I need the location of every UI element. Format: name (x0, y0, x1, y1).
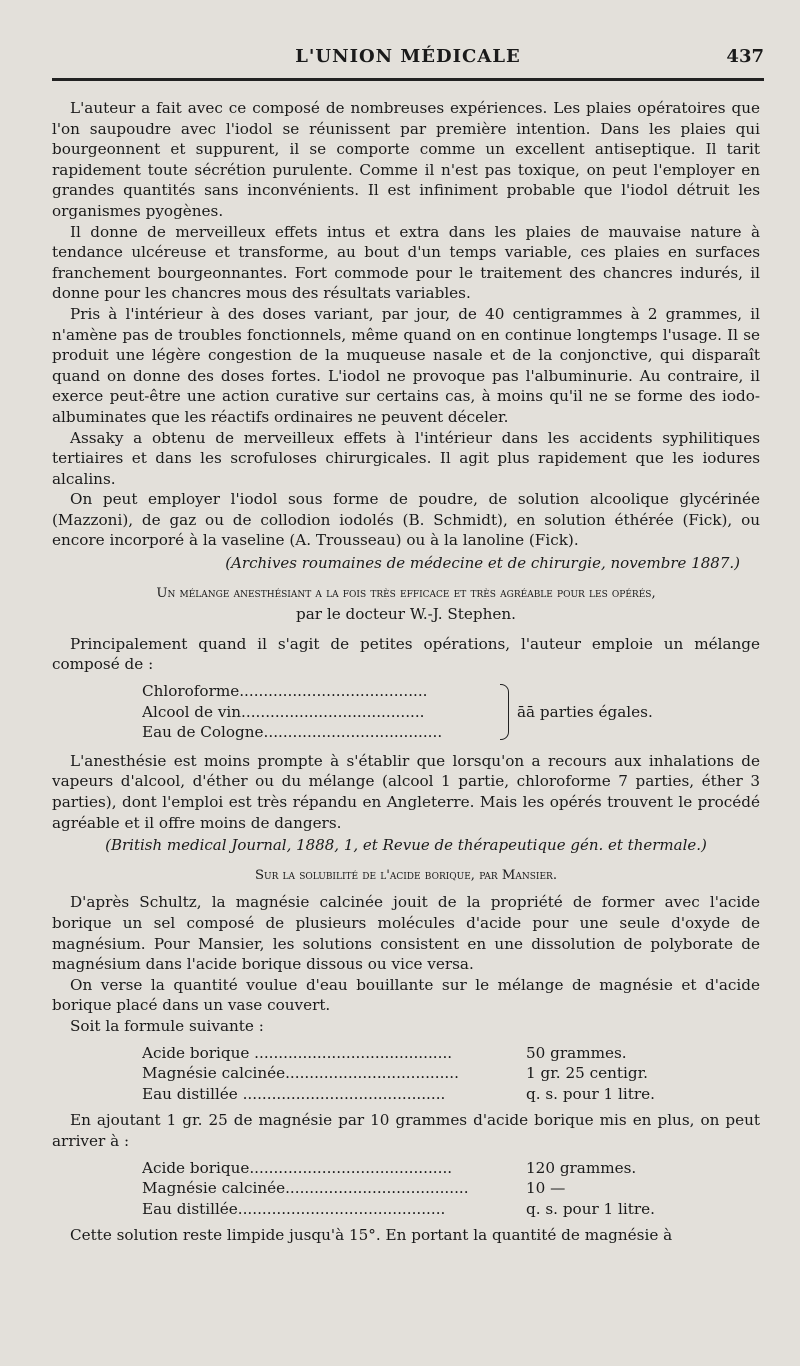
formula-label: Eau distillée........................................... (142, 1199, 446, 1218)
formula-row (142, 1158, 760, 1179)
formula-value: q. s. pour 1 litre. (526, 1199, 655, 1218)
paragraph: L'auteur a fait avec ce composé de nombreuses expériences. Les plaies opératoires que l'on saupoudre avec l'iodol se réunissent par première intention. Dans les plaies qui bourgeonnent et suppurent, il se comporte comme un excellent antiseptique. Il tarit rapidement toute sécrétion purulente. Comme il n'est pas toxique, on peut l'employer en grandes quantités sans inconvénients. Il est infiniment probable que l'iodol détruit les organismes pyogènes. (52, 99, 760, 220)
citation: (British medical Journal, 1888, 1, et Revue de thérapeutique gén. et thermale.) (105, 836, 707, 855)
formula-row (142, 1178, 760, 1199)
formula-label: Magnésie calcinée.................................... (142, 1064, 459, 1083)
citation: (Archives roumaines de médecine et de chirurgie, novembre 1887.) (225, 554, 740, 573)
paragraph: D'après Schultz, la magnésie calcinée jouit de la propriété de former avec l'acide borique un sel composé de plusieurs molécules d'acide pour une seule d'oxyde de magnésium. Pour Mansier, les solutions consistent en une dissolution de polyborate de magnésium dans l'acide borique dissous ou vice versa. (52, 893, 760, 974)
section-byline: par le docteur W.-J. Stephen. (296, 605, 516, 624)
paragraph: Cette solution reste limpide jusqu'à 15°. En portant la quantité de magnésie à (70, 1226, 673, 1245)
formula-value: 10 — (526, 1179, 566, 1198)
paragraph: On verse la quantité voulue d'eau bouillante sur le mélange de magnésie et d'acide borique placé dans un vase couvert. (52, 975, 760, 1015)
paragraph: En ajoutant 1 gr. 25 de magnésie par 10 grammes d'acide borique mis en plus, on peut arriver à : (52, 1111, 760, 1150)
formula-value: 120 grammes. (526, 1158, 637, 1177)
recipe-line: Chloroforme....................................... (142, 682, 428, 701)
formula-label: Acide borique ......................................... (142, 1043, 453, 1062)
formula-value: 50 grammes. (526, 1043, 627, 1062)
paragraph: Pris à l'intérieur à des doses variant, par jour, de 40 centigrammes à 2 grammes, il n'amène pas de troubles fonctionnels, même quand on en continue longtemps l'usage. Il se produit une légère congestion de la muqueuse nasale et de la conjonctive, qui disparaît quand on donne des doses fortes. L'iodol ne provoque pas l'albuminurie. Au contraire, il exerce peut-être une action curative sur certains cas, à moins qu'il ne se forme des iodo-albuminates que les réactifs ordinaires ne peuvent déceler. (52, 304, 760, 426)
paragraph: L'anesthésie est moins prompte à s'établir que lorsqu'on a recours aux inhalations de vapeurs d'alcool, d'éther ou du mélange (alcool 1 partie, chloroforme 7 parties, éther 3 parties), dont l'emploi est très répandu en Angleterre. Mais les opérés trouvent le procédé agréable et il offre moins de dangers. (52, 751, 760, 832)
paragraph: Assaky a obtenu de merveilleux effets à l'intérieur dans les accidents syphilitiques tertiaires et dans les scrofuloses chirurgicales. Il agit plus rapidement que les iodures alcalins. (52, 428, 760, 488)
formula-row (142, 1084, 760, 1105)
formula-value: 1 gr. 25 centigr. (526, 1064, 648, 1083)
article-body (52, 98, 760, 1246)
recipe-note: āā parties égales. (517, 702, 653, 721)
recipe-line: Alcool de vin...................................... (142, 702, 425, 721)
formula-label: Eau distillée .......................................... (142, 1084, 446, 1103)
formula-row (142, 1199, 760, 1220)
paragraph: Principalement quand il s'agit de petites opérations, l'auteur emploie un mélange composé de : (52, 634, 760, 674)
page-number: 437 (726, 46, 764, 67)
recipe-line: Eau de Cologne..................................... (142, 723, 443, 742)
section-heading: Un mélange anesthésiant a la fois très efficace et très agréable pour les opérés, (156, 585, 656, 601)
formula (142, 1043, 760, 1105)
page-header (52, 38, 764, 81)
formula-row (142, 1063, 760, 1084)
section-heading: Sur la solubilité de l'acide borique, par Mansier. (254, 867, 558, 883)
formula-label: Magnésie calcinée...................................... (142, 1179, 469, 1198)
formula-value: q. s. pour 1 litre. (526, 1084, 655, 1103)
formula (142, 1158, 760, 1220)
paragraph: Soit la formule suivante : (70, 1016, 264, 1035)
running-title: L'UNION MÉDICALE (295, 46, 521, 67)
brace (500, 684, 509, 740)
formula-label: Acide borique.......................................... (142, 1158, 453, 1177)
paragraph: Il donne de merveilleux effets intus et extra dans les plaies de mauvaise nature à tendance ulcéreuse et transforme, au bout d'un temps variable, ces plaies en surfaces franchement bourgeonnantes. Fort commode pour le traitement des chancres indurés, il donne pour les chancres mous des résultats variables. (52, 222, 760, 303)
formula-row (142, 1043, 760, 1064)
paragraph: On peut employer l'iodol sous forme de poudre, de solution alcoolique glycérinée (Mazzoni), de gaz ou de collodion iodolés (B. Schmidt), en solution éthérée (Fick), ou encore incorporé à la vaseline (A. Trousseau) ou à la lanoline (Fick). (52, 490, 760, 550)
recipe (142, 681, 760, 743)
